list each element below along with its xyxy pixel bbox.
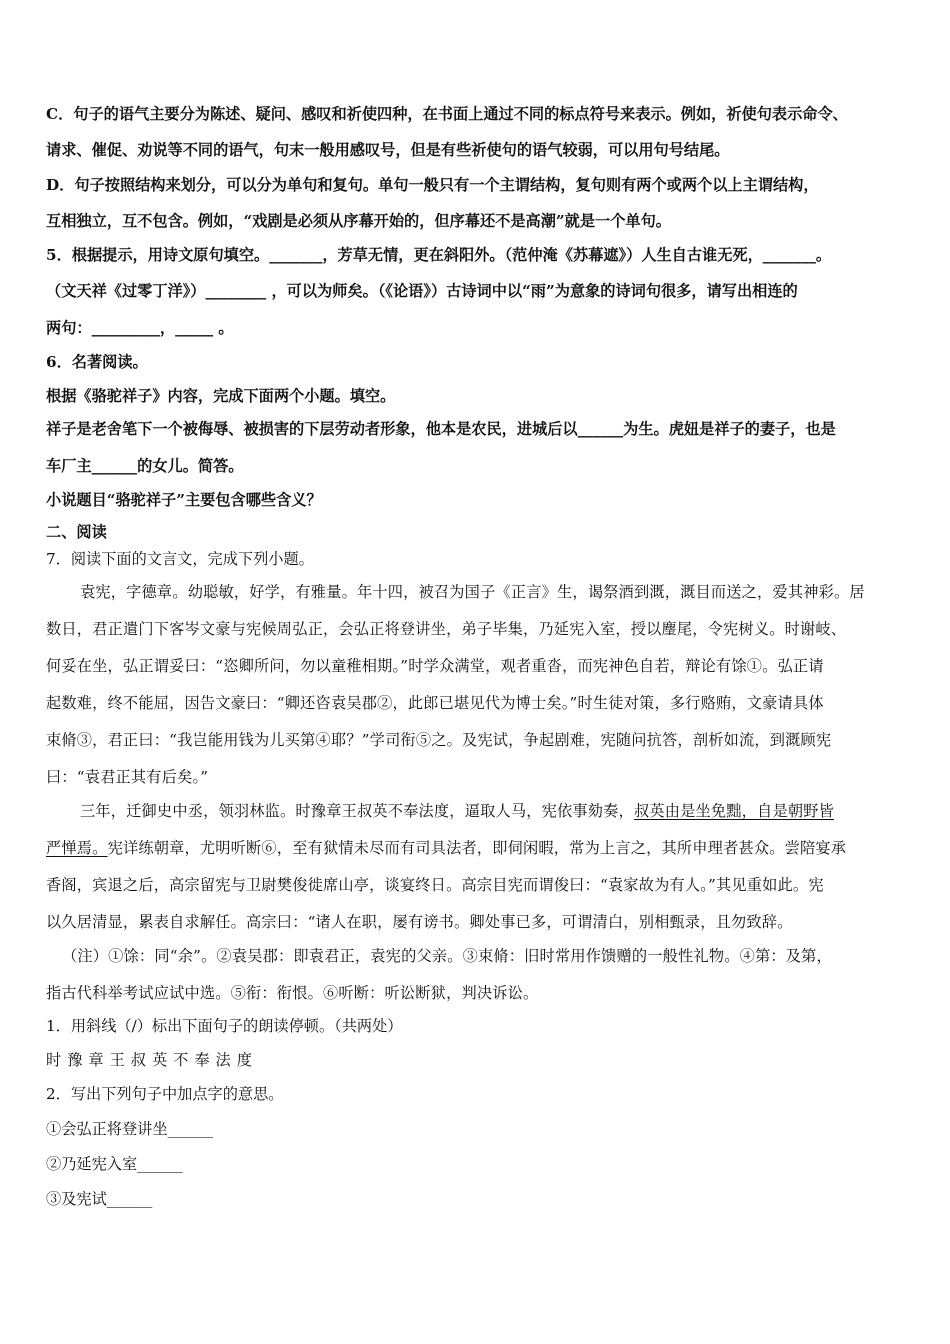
q5-line2: （文天祥《过零丁洋》）________ ，可以为师矣。（《论语》）古诗词中以“雨”为意象的诗词句很多，请写出相连的 bbox=[46, 282, 798, 300]
subquestion-2-item: ①会弘正将登讲坐______ bbox=[46, 1120, 214, 1138]
passage-line: 数日，君正遣门下客岑文豪与宪候周弘正，会弘正将登讲坐，弟子毕集，乃延宪入室，授以麈尾，令宪树义。时谢岐、 bbox=[46, 620, 847, 638]
passage-line: 曰：“袁君正其有后矣。” bbox=[46, 768, 209, 786]
subquestion-2-item: ②乃延宪入室______ bbox=[46, 1155, 183, 1173]
passage-line: 香阁，宾退之后，高宗留宪与卫尉樊俊徙席山亭，谈宴终日。高宗目宪而谓俊曰：“袁家故为有人。”其见重如此。宪 bbox=[46, 876, 824, 894]
q4-option-d-line1: D．句子按照结构来划分，可以分为单句和复句。单句一般只有一个主谓结构，复句则有两个或两个以上主谓结构， bbox=[46, 176, 819, 194]
passage-text: 宪详练朝章，尤明听断⑥，至有狱情未尽而有司具法者，即伺闲暇，常为上言之，其所申理者甚众。尝陪宴承 bbox=[107, 839, 847, 857]
subquestion-1-sentence: 时豫章王叔英不奉法度 bbox=[46, 1051, 258, 1069]
q6-short-answer: 小说题目“骆驼祥子”主要包含哪些含义？ bbox=[46, 491, 322, 509]
subquestion-2: 2．写出下列句子中加点字的意思。 bbox=[46, 1085, 284, 1103]
q4-option-c-line2: 请求、催促、劝说等不同的语气，句末一般用感叹号，但是有些祈使句的语气较弱，可以用句号结尾。 bbox=[46, 141, 730, 159]
q5-line3: 两句：_________，_____ 。 bbox=[46, 319, 234, 337]
q6-title: 6．名著阅读。 bbox=[46, 353, 148, 371]
q4-option-d-line2: 互相独立，互不包含。例如，“戏剧是必须从序幕开始的，但序幕还不是高潮”就是一个单句。 bbox=[46, 212, 671, 230]
underlined-sentence: 叔英由是坐免黜，自是朝野皆 bbox=[633, 802, 834, 820]
passage-line: 以久居清显，累表自求解任。高宗曰：“诸人在职，屡有谤书。卿处事已多，可谓清白，别相甄录，且勿致辞。 bbox=[46, 913, 793, 931]
subquestion-1: 1．用斜线（/）标出下面句子的朗读停顿。（共两处） bbox=[46, 1017, 403, 1035]
q5-line1: 5．根据提示，用诗文原句填空。_______，芳草无情，更在斜阳外。（范仲淹《苏幕遮》）人生自古谁无死，_______。 bbox=[46, 246, 832, 264]
q4-option-c-line1: C．句子的语气主要分为陈述、疑问、感叹和祈使四种，在书面上通过不同的标点符号来表示。例如，祈使句表示命令、 bbox=[46, 105, 848, 123]
passage-line: 束脩③，君正曰：“我岂能用钱为儿买第④耶？”学司衔⑤之。及宪试，争起剧难，宪随问抗答，剖析如流，到溉顾宪 bbox=[46, 731, 832, 749]
passage-line: 起数难，终不能屈，因告文豪曰：“卿还咨袁吴郡②，此郎已堪见代为博士矣。”时生徒对策，多行赂贿，文豪请具体 bbox=[46, 694, 824, 712]
passage-text: 三年，迁御史中丞，领羽林监。时豫章王叔英不奉法度，逼取人马，宪依事劾奏， bbox=[80, 802, 634, 820]
annotation-note: （注）①馀：同“余”。②袁吴郡：即袁君正，袁宪的父亲。③束脩：旧时常用作馈赠的一般性礼物。④第：及第， bbox=[62, 947, 832, 965]
passage-line: 袁宪，字德章。幼聪敏，好学，有雅量。年十四，被召为国子《正言》生，谒祭酒到溉，溉目而送之，爱其神彩。居 bbox=[80, 583, 865, 601]
q6-fill-line2: 车厂主______的女儿。简答。 bbox=[46, 457, 244, 475]
passage-line bbox=[46, 838, 916, 858]
subquestion-2-item: ③及宪试______ bbox=[46, 1190, 153, 1208]
annotation-note: 指古代科举考试应试中选。⑤衔：衔恨。⑥听断：听讼断狱，判决诉讼。 bbox=[46, 984, 539, 1002]
underlined-sentence: 严惮焉。 bbox=[46, 839, 108, 857]
passage-line bbox=[80, 801, 916, 821]
q6-fill-line1: 祥子是老舍笔下一个被侮辱、被损害的下层劳动者形象，他本是农民，进城后以______为生。虎妞是祥子的妻子，也是 bbox=[46, 420, 836, 438]
section-heading-reading: 二、阅读 bbox=[46, 523, 107, 541]
q6-instruction: 根据《骆驼祥子》内容，完成下面两个小题。填空。 bbox=[46, 387, 396, 405]
q7-title: 7．阅读下面的文言文，完成下列小题。 bbox=[46, 550, 314, 568]
passage-line: 何妥在坐，弘正谓妥曰：“恣卿所问，勿以童稚相期。”时学众满堂，观者重沓，而宪神色自若，辩论有馀①。弘正请 bbox=[46, 657, 824, 675]
